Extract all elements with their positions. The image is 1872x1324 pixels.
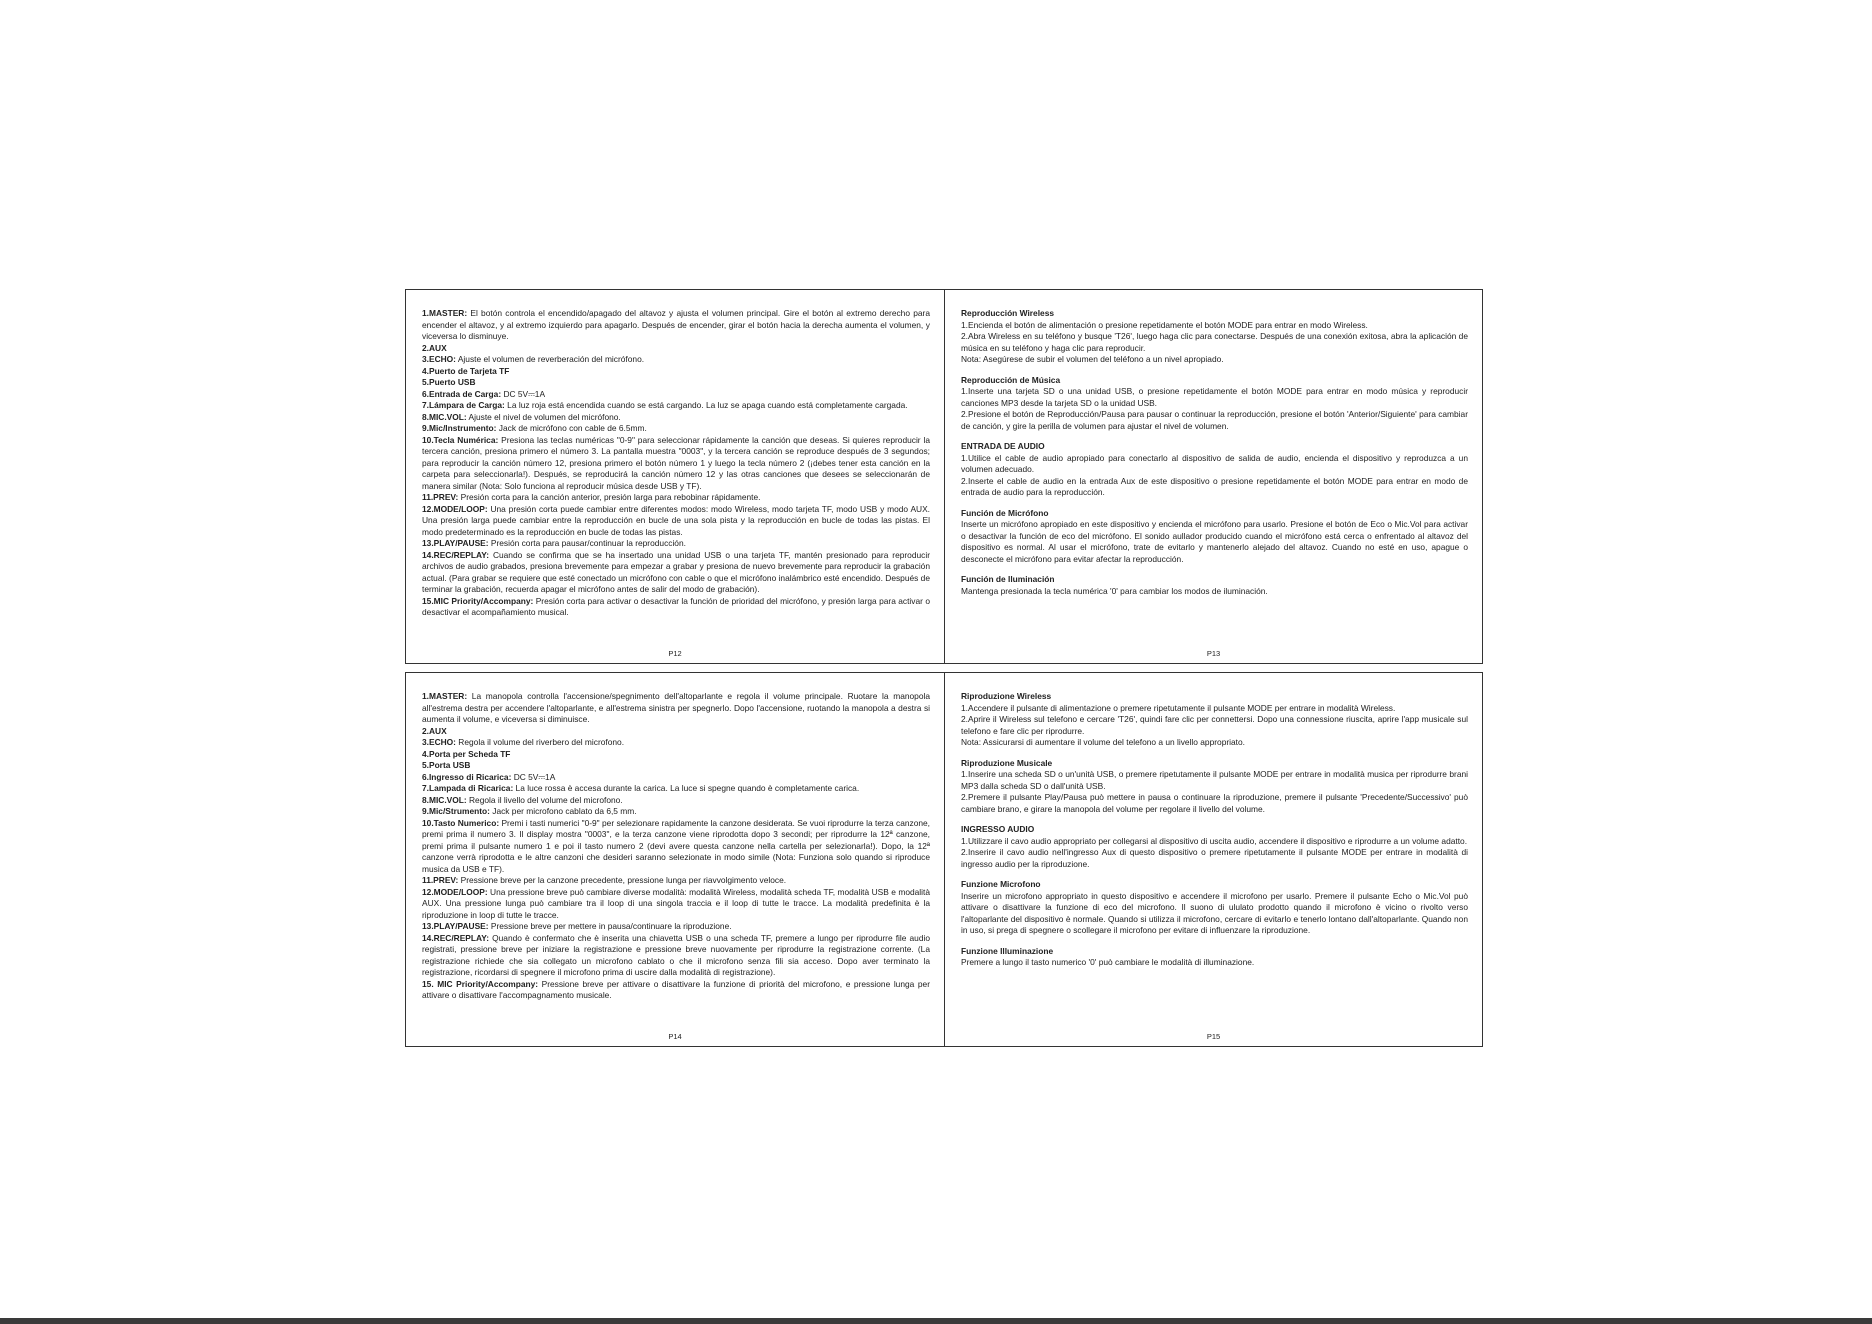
section-line: 1.Encienda el botón de alimentación o presione repetidamente el botón MODE para entrar en modo Wireless. [961,319,1368,330]
spec-item-label: 7.Lámpara de Carga: [422,400,505,410]
spec-item-text: Pressione breve per la canzone precedente, pressione lunga per riavvolgimento veloce. [458,875,787,885]
spec-item-label: 12.MODE/LOOP: [422,503,488,514]
spec-item-text: Presiona las teclas numéricas "0-9" para seleccionar rápidamente la canción que deseas. Si quieres reproducir la tercera canción, presiona primero el número 3. La pantalla muestra "0003", y la tercera canción se reproduce después de 3 segundos; para reproducir la canción número 12, presiona primero el botón número 1 y luego la tecla número 2 (¡debes tener esta canción en la carpeta para seleccionarla!). Después, se reproducirá la canción número 12 y las otras canciones que desees se seleccionarán de manera similar (Nota: Solo funciona al reproducir música desde USB y TF). [422,434,930,491]
section-title: Funzione Microfono [961,879,1041,889]
section-title: Funzione Illuminazione [961,945,1054,956]
section-line: 2.Presione el botón de Reproducción/Pausa para pausar o continuar la reproducción, presione el botón 'Anterior/Siguiente' para cambiar de canción, y gire la perilla de volumen para ajustar el nivel de volumen. [961,409,1468,431]
section-line: Nota: Asegúrese de subir el volumen del teléfono a un nivel apropiado. [961,354,1224,364]
section-line: 1.Utilizzare il cavo audio appropriato per collegarsi al dispositivo di uscita audio, accendere il dispositivo e riprodurre a un volume adatto. [961,835,1468,846]
section-line: 2.Aprire il Wireless sul telefono e cercare 'T26', quindi fare clic per connettersi. Dopo una connessione riuscita, aprire l'app musicale sul telefono e fare clic per riprodurre. [961,714,1468,736]
section-title: INGRESSO AUDIO [961,824,1035,834]
spec-item [422,806,930,818]
spec-item-label: 13.PLAY/PAUSE: [422,921,489,931]
spec-item-label: 2.AUX [422,342,447,353]
spec-item-label: 10.Tecla Numérica: [422,434,499,445]
spec-item-text: Jack de micrófono con cable de 6.5mm. [496,423,647,433]
section-line: 2.Abra Wireless en su teléfono y busque 'T26', luego haga clic para conectarse. Después de una conexión exitosa, abra la aplicación de música en su teléfono y haga clic para reproducir. [961,331,1468,353]
spec-item [422,772,930,784]
spec-item [422,343,930,355]
instruction-section [961,308,1468,366]
instruction-section [961,691,1468,749]
instruction-section [961,879,1468,937]
spec-item-label: 9.Mic/Strumento: [422,806,490,816]
spec-item [422,423,930,435]
spec-item [422,308,930,343]
instruction-section [961,824,1468,870]
spec-item [422,366,930,378]
section-title: ENTRADA DE AUDIO [961,441,1045,451]
spec-item-label: 2.AUX [422,725,447,736]
spec-item [422,354,930,366]
spec-item-label: 4.Porta per Scheda TF [422,748,511,759]
spec-item [422,875,930,887]
spec-item-label: 14.REC/REPLAY: [422,549,490,560]
item-list [422,308,930,619]
section-line: 2.Premere il pulsante Play/Pausa può mettere in pausa o continuare la riproduzione, premere il pulsante 'Precedente/Successivo' può cambiare brano, e girare la manopola del volume per regolare il livello del volume. [961,792,1468,814]
section-line: Nota: Assicurarsi di aumentare il volume del telefono a un livello appropriato. [961,737,1245,747]
section-line: 1.Accendere il pulsante di alimentazione o premere ripetutamente il pulsante MODE per entrare in modalità Wireless. [961,702,1396,713]
spec-item-label: 9.Mic/Instrumento: [422,423,497,433]
spec-item [422,818,930,876]
section-line: Mantenga presionada la tecla numérica '0' para cambiar los modos de iluminación. [961,585,1268,596]
spec-item-text: Regola il livello del volume del microfono. [466,794,623,805]
section-title: Riproduzione Musicale [961,757,1053,768]
spec-item [422,538,930,550]
spec-item-text: Quando è confermato che è inserita una chiavetta USB o una scheda TF, premere a lungo per riprodurre file audio registrati, pressione breve per iniziare la registrazione e pressione breve nuovamente per riprodurre la registrazione corrente. (La registrazione richiede che sia collegato un microfono cablato o che il microfono senza fili sia acceso. Dopo aver terminato la registrazione, ricordarsi di spegnere il microfono prima di uscire dalla modalità di registrazione). [422,932,930,977]
spec-item-text: Regola il volume del riverbero del microfono. [455,737,625,747]
page-number: P12 [668,648,682,658]
section-title: Riproduzione Wireless [961,691,1052,701]
spec-item-text: La manopola controlla l'accensione/spegnimento dell'altoparlante e regola il volume principale. Ruotare la manopola all'estrema destra per accendere l'altoparlante, e all'estrema sinistra per spegnerlo. Dopo l'accensione, ruotando la manopola a destra si aumenta il volume, e viceversa si diminuisce. [422,691,930,724]
instruction-section [961,441,1468,499]
section-list [961,691,1468,969]
spec-item-label: 6.Entrada de Carga: [422,388,502,399]
spec-item [422,795,930,807]
spec-item-label: 14.REC/REPLAY: [422,932,490,943]
spec-item-text: DC 5V⎓1A [511,771,556,782]
spec-item [422,435,930,493]
page-p13 [944,290,1482,663]
instruction-section [961,375,1468,433]
section-line: 1.Inserire una scheda SD o un'unità USB, o premere ripetutamente il pulsante MODE per entrare in modalità musica per riprodurre brani MP3 dalla scheda SD o dall'unità USB. [961,769,1468,791]
spec-item-text: DC 5V⎓1A [501,388,546,399]
spec-item-label: 7.Lampada di Ricarica: [422,783,514,793]
page-number: P14 [668,1031,682,1041]
page-number: P13 [1206,648,1221,658]
spec-item [422,412,930,424]
instruction-section [961,946,1468,969]
instruction-section [961,508,1468,566]
section-line: Premere a lungo il tasto numerico '0' può cambiare le modalità di illuminazione. [961,957,1255,967]
spec-item-label: 13.PLAY/PAUSE: [422,538,489,548]
spec-item-label: 3.ECHO: [422,354,456,364]
section-title: Reproducción Wireless [961,308,1055,318]
bottom-bar [0,1318,1872,1324]
spec-item-label: 15. MIC Priority/Accompany: [422,978,539,989]
section-line: Inserte un micrófono apropiado en este dispositivo y encienda el micrófono para usarlo. Presione el botón de Eco o Mic.Vol para activar o desactivar la función de eco del micrófono. El sonido aullador producido cuando el micrófono está cerca o enfrentado al altavoz del dispositivo es normal. Al usar el micrófono, trate de evitarlo y mantenerlo alejado del altavoz. Cuando no esté en uso, apague o desconecte el micrófono para evitar afectar la reproducción. [961,519,1468,564]
section-list [961,308,1468,597]
section-title: Reproducción de Música [961,374,1061,385]
spec-item-label: 5.Porta USB [422,760,471,770]
spec-item [422,504,930,539]
spec-item-text: Una pressione breve può cambiare diverse modalità: modalità Wireless, modalità scheda TF, modalità USB e modalità AUX. Una pressione lunga può cambiare tra il loop di una singola traccia e il loop di tutte le tracce. La modalità predefinita è la riproduzione in loop di tutte le tracce. [422,886,930,920]
spec-item-text: Presión corta para pausar/continuar la reproducción. [488,538,686,548]
section-line: 1.Utilice el cable de audio apropiado para conectarlo al dispositivo de salida de audio, encienda el dispositivo y reproduzca a un volumen adecuado. [961,452,1468,474]
section-title: Función de Iluminación [961,574,1055,584]
spec-item [422,933,930,979]
page-number: P15 [1206,1031,1221,1041]
spec-item-text: Cuando se confirma que se ha insertado una unidad USB o una tarjeta TF, mantén presionado para reproducir archivos de audio grabados, presiona brevemente para empezar a grabar y presiona de nuevo brevemente para reproducir la grabación actual. (Para grabar se requiere que esté conectado un micrófono con cable o que el micrófono inalámbrico esté encendido. Después de terminar la grabación, recuerda apagar el micrófono antes de salir del modo de grabación). [422,549,930,594]
spec-item [422,691,930,726]
spec-item-label: 11.PREV: [422,492,459,502]
page-p14 [406,673,944,1046]
spec-item [422,550,930,596]
spec-item [422,389,930,401]
spec-item-label: 8.MIC.VOL: [422,794,467,805]
spec-item [422,400,930,412]
spec-item-label: 10.Tasto Numerico: [422,817,500,828]
spec-item-text: Una presión corta puede cambiar entre diferentes modos: modo Wireless, modo tarjeta TF, modo USB y modo AUX. Una presión larga puede cambiar entre la reproducción en bucle de una sola pista y la reproducción en bucle de todas las pistas. El modo predeterminado es la reproducción en bucle de todas las pistas. [422,503,930,537]
spec-item-label: 4.Puerto de Tarjeta TF [422,365,510,376]
spec-item [422,737,930,749]
spread-italian [405,672,1483,1047]
spec-item-text: Presión corta para activar o desactivar la función de prioridad del micrófono, y presión larga para activar o desactivar el acompañamiento musical. [422,595,930,617]
spec-item-text: El botón controla el encendido/apagado del altavoz y ajusta el volumen principal. Gire el botón al extremo derecho para encender el altavoz, y al extremo izquierdo para apagarlo. Después de encender, girar el botón hacia la derecha aumenta el volumen, y viceversa lo disminuye. [422,308,930,341]
spec-item-label: 6.Ingresso di Ricarica: [422,771,512,782]
spec-item-text: Premi i tasti numerici "0-9" per selezionare rapidamente la canzone desiderata. Se vuoi riprodurre la terza canzone, premi prima il numero 3. Il display mostra "0003", e la terza canzone viene riprodotta dopo 3 secondi; per riprodurre la 12ª canzone, premi prima il pulsante numero 1 e poi il tasto numero 2 (devi avere questa canzone nella cartella per selezionarla!). Dopo, la 12ª canzone verrà riprodotta e le altre canzoni che desideri saranno selezionate in modo simile (Nota: Funziona solo quando si riproduce musica da USB e TF). [422,817,930,874]
spec-item [422,921,930,933]
spec-item [422,749,930,761]
section-line: Inserire un microfono appropriato in questo dispositivo e accendere il microfono per usarlo. Premere il pulsante Echo o Mic.Vol può attivare o disattivare la funzione di eco del microfono. Il suono di ululato prodotto quando il microfono è vicino o rivolto verso l'altoparlante del dispositivo è normale. Quando si utilizza il microfono, cercare di evitarlo e tenerlo lontano dall'altoparlante. Quando non in uso, si prega di spegnere o scollegare il microfono per evitare di influenzare la riproduzione. [961,890,1468,935]
spec-item-text: La luz roja está encendida cuando se está cargando. La luz se apaga cuando está completamente cargada. [504,400,908,410]
page-p12 [406,290,944,663]
spec-item-text: Ajuste el volumen de reverberación del micrófono. [455,354,645,364]
spec-item-text: Presión corta para la canción anterior, presión larga para rebobinar rápidamente. [458,492,761,502]
spec-item [422,979,930,1002]
spec-item [422,783,930,795]
spec-item [422,596,930,619]
spec-item-label: 5.Puerto USB [422,377,476,387]
spec-item-text: Pressione breve per attivare o disattivare la funzione di priorità del microfono, e pressione lunga per attivare o disattivare l'accompagnamento musicale. [422,978,930,1000]
spec-item-label: 11.PREV: [422,875,459,885]
spec-item-label: 1.MASTER: [422,691,468,701]
spec-item [422,760,930,772]
spec-item [422,377,930,389]
spec-item-label: 3.ECHO: [422,737,456,747]
instruction-section [961,574,1468,597]
spec-item [422,492,930,504]
section-line: 1.Inserte una tarjeta SD o una unidad USB, o presione repetidamente el botón MODE para entrar en modo música y reproducir canciones MP3 desde la tarjeta SD o la unidad USB. [961,386,1468,408]
section-line: 2.Inserte el cable de audio en la entrada Aux de este dispositivo o presione repetidamente el botón MODE para entrar en modo de entrada de audio para la reproducción. [961,475,1468,497]
section-line: 2.Inserire il cavo audio nell'ingresso Aux di questo dispositivo o premere ripetutamente il pulsante MODE per entrare in modalità di ingresso audio per la riproduzione. [961,847,1468,869]
spec-item-text: Jack per microfono cablato da 6,5 mm. [489,806,637,816]
spec-item-label: 1.MASTER: [422,308,468,318]
spec-item-label: 15.MIC Priority/Accompany: [422,595,534,606]
section-title: Función de Micrófono [961,507,1049,518]
spec-item [422,726,930,738]
instruction-section [961,758,1468,816]
spec-item-label: 12.MODE/LOOP: [422,886,488,897]
spec-item-label: 8.MIC.VOL: [422,411,467,422]
spec-item-text: Ajuste el nivel de volumen del micrófono. [466,411,621,422]
spec-item [422,887,930,922]
spec-item-text: La luce rossa è accesa durante la carica. La luce si spegne quando è completamente carica. [513,783,860,793]
page-p15 [944,673,1482,1046]
spec-item-text: Pressione breve per mettere in pausa/continuare la riproduzione. [488,921,732,931]
spread-spanish [405,289,1483,664]
item-list [422,691,930,1002]
